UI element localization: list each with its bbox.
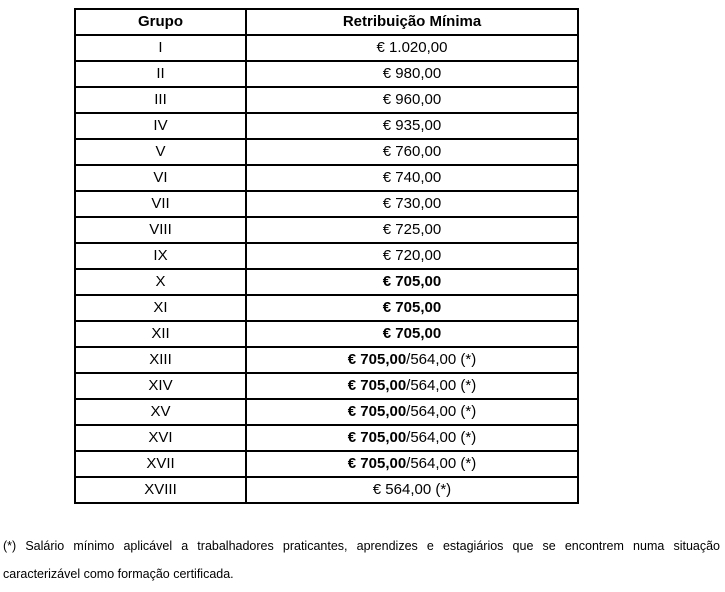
header-retribuicao: Retribuição Mínima — [246, 9, 578, 35]
grupo-cell: XIV — [75, 373, 246, 399]
value-normal: € 564,00 (*) — [372, 481, 452, 498]
grupo-cell: III — [75, 87, 246, 113]
value-cell — [246, 477, 578, 503]
value-cell — [246, 269, 578, 295]
value-normal: € 935,00 — [382, 117, 442, 134]
value-bold: € 705,00 — [382, 325, 442, 342]
table-row — [75, 113, 578, 139]
value-cell — [246, 451, 578, 477]
value-bold: € 705,00 — [382, 273, 442, 290]
table-row — [75, 217, 578, 243]
table-row — [75, 347, 578, 373]
value-normal: € 725,00 — [382, 221, 442, 238]
grupo-cell: IX — [75, 243, 246, 269]
value-normal: € 740,00 — [382, 169, 442, 186]
value-cell — [246, 165, 578, 191]
value-cell — [246, 243, 578, 269]
value-normal: € 980,00 — [382, 65, 442, 82]
value-normal: /564,00 (*) — [406, 351, 477, 368]
value-normal: € 1.020,00 — [376, 39, 448, 56]
value-cell — [246, 321, 578, 347]
table-row — [75, 321, 578, 347]
value-bold: € 705,00 — [347, 377, 407, 394]
value-normal: /564,00 (*) — [406, 377, 477, 394]
grupo-cell: XVIII — [75, 477, 246, 503]
value-normal: € 760,00 — [382, 143, 442, 160]
table-row — [75, 399, 578, 425]
value-bold: € 705,00 — [347, 351, 407, 368]
header-grupo: Grupo — [75, 9, 246, 35]
value-normal: € 720,00 — [382, 247, 442, 264]
grupo-cell: I — [75, 35, 246, 61]
value-cell — [246, 295, 578, 321]
value-bold: € 705,00 — [347, 455, 407, 472]
table-row — [75, 295, 578, 321]
grupo-cell: XI — [75, 295, 246, 321]
value-bold: € 705,00 — [347, 403, 407, 420]
value-cell — [246, 217, 578, 243]
table-row — [75, 373, 578, 399]
value-normal: /564,00 (*) — [406, 429, 477, 446]
grupo-cell: VI — [75, 165, 246, 191]
grupo-cell: XVI — [75, 425, 246, 451]
grupo-cell: II — [75, 61, 246, 87]
grupo-cell: IV — [75, 113, 246, 139]
table-row — [75, 243, 578, 269]
value-cell — [246, 61, 578, 87]
table-row — [75, 191, 578, 217]
value-cell — [246, 87, 578, 113]
table-row — [75, 425, 578, 451]
minimum-wage-table — [74, 8, 579, 504]
table-header-row — [75, 9, 578, 35]
value-normal: € 960,00 — [382, 91, 442, 108]
table-row — [75, 139, 578, 165]
value-cell — [246, 347, 578, 373]
value-cell — [246, 191, 578, 217]
table-row — [75, 477, 578, 503]
grupo-cell: XVII — [75, 451, 246, 477]
value-cell — [246, 35, 578, 61]
table-row — [75, 35, 578, 61]
table-row — [75, 269, 578, 295]
table-row — [75, 87, 578, 113]
footnote: (*) Salário mínimo aplicável a trabalhadores praticantes, aprendizes e estagiários que se encontrem numa situação caracterizável como formação certificada. — [3, 539, 720, 581]
grupo-cell: VII — [75, 191, 246, 217]
grupo-cell: XIII — [75, 347, 246, 373]
value-cell — [246, 373, 578, 399]
value-cell — [246, 139, 578, 165]
value-cell — [246, 425, 578, 451]
grupo-cell: VIII — [75, 217, 246, 243]
value-normal: € 730,00 — [382, 195, 442, 212]
grupo-cell: X — [75, 269, 246, 295]
grupo-cell: V — [75, 139, 246, 165]
value-cell — [246, 113, 578, 139]
value-cell — [246, 399, 578, 425]
grupo-cell: XV — [75, 399, 246, 425]
value-bold: € 705,00 — [347, 429, 407, 446]
grupo-cell: XII — [75, 321, 246, 347]
value-normal: /564,00 (*) — [406, 455, 477, 472]
value-bold: € 705,00 — [382, 299, 442, 316]
table-row — [75, 451, 578, 477]
table-row — [75, 165, 578, 191]
value-normal: /564,00 (*) — [406, 403, 477, 420]
table-row — [75, 61, 578, 87]
